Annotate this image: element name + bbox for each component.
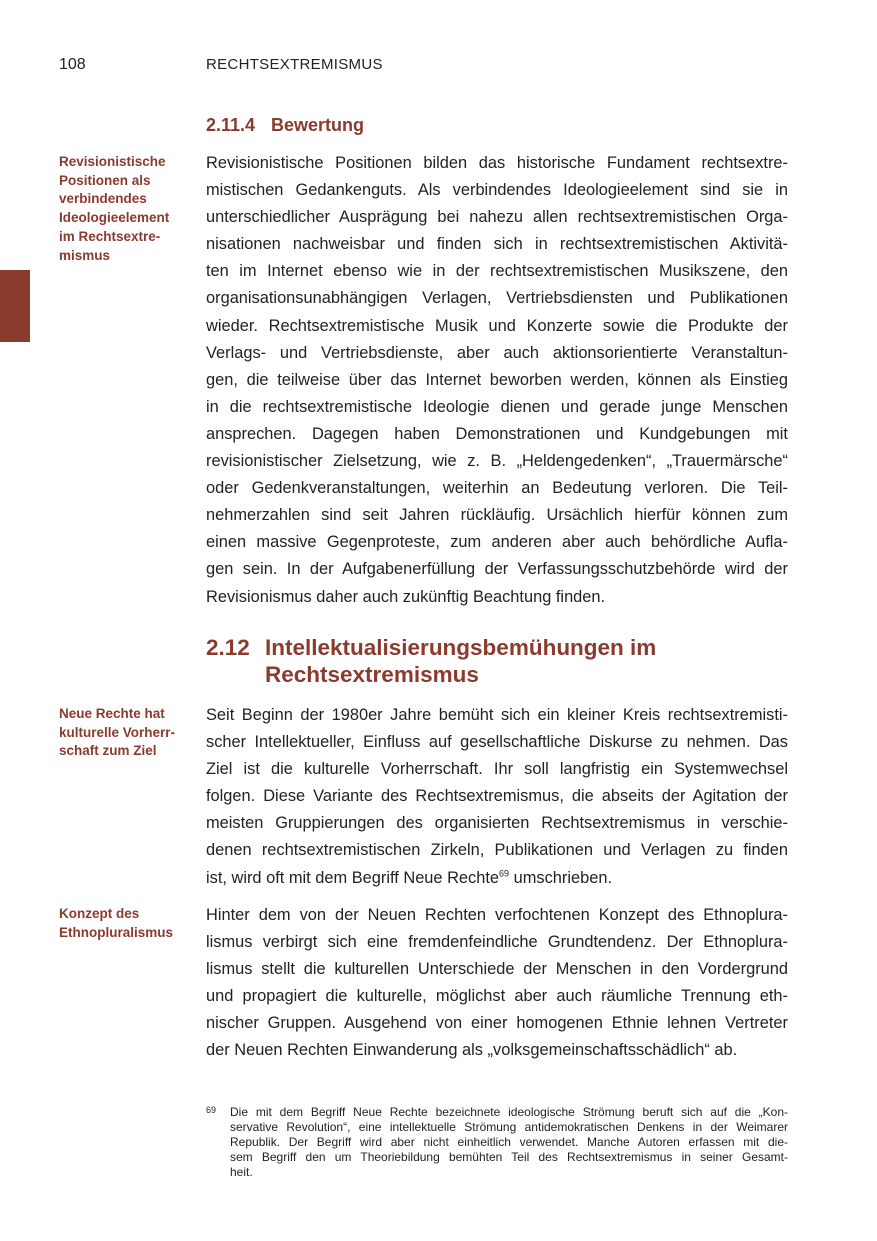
margin-note-line: mismus [59,247,111,263]
text-line: mistischen Gedankenguts. Als verbindendes Ideologieelement sind sie in [206,181,788,200]
text-segment: ist, wird oft mit dem Begriff Neue Rechte [206,868,500,887]
margin-note-line: Revisionistische [59,154,166,169]
margin-note-revisionism [59,153,189,265]
footnote-line: sem Begriff den um Theoriebildung bemühten Teil des Rechtsextremismus in seiner Gesamt- [230,1150,788,1164]
margin-note-line: kulturelle Vorherr- [59,724,176,740]
text-line: in die rechtsextremistische Ideologie dienen und gerade junge Menschen [206,397,788,416]
margin-note-neue-rechte [59,705,189,761]
text-line: organisationsunabhängigen Verlagen, Vertriebsdiensten und Publikationen [206,289,788,308]
section-heading-2-11-4 [206,115,364,136]
text-line: oder Gedenkveranstaltungen, weiterhin an Bedeutung verloren. Die Teil- [206,479,788,498]
footnote-line: heit. [230,1165,253,1179]
page-number: 108 [59,56,86,73]
footnote-mark: 69 [206,1105,217,1115]
text-line: folgen. Diese Variante des Rechtsextremismus, die abseits der Agitation der [206,787,788,806]
footnote-line: Die mit dem Begriff Neue Rechte bezeichnete ideologische Strömung beruft sich auf die „Kon- [230,1105,788,1119]
section-number: 2.11.4 [206,115,256,135]
paragraph-ethnopluralismus [206,902,788,1065]
text-line [206,865,788,892]
margin-note-line: Ethnopluralismus [59,924,174,940]
margin-note-line: im Rechtsextre- [59,228,161,244]
text-segment: umschrieben. [509,868,612,887]
text-line: meisten Gruppierungen des organisierten Rechtsextremismus in verschie- [206,814,788,833]
footnote-reference[interactable]: 69 [499,868,510,879]
text-line: Verlags- und Vertriebsdienste, aber auch aktionsorientierte Veranstaltun- [206,343,788,362]
text-line: lismus stellt die kulturellen Unterschiede der Menschen in den Vordergrund [206,960,788,979]
paragraph-neue-rechte [206,702,788,892]
text-line: ten im Internet ebenso wie in der rechtsextremistischen Musikszene, den [206,262,788,281]
text-line: einen massive Gegenproteste, zum anderen aber auch behördliche Aufla- [206,533,788,552]
text-line: nisationen nachweisbar und finden sich in rechtsextremistischen Aktivitä- [206,235,788,254]
text-line: gen sein. In der Aufgabenerfüllung der Verfassungsschutzbehörde wird der [206,560,788,579]
footnote-line: Republik. Der Begriff wird aber nicht einheitlich verwendet. Manche Autoren erfassen mit die- [230,1135,788,1149]
margin-note-line: schaft zum Ziel [59,743,157,759]
text-line: Ziel ist die kulturelle Vorherrschaft. Ihr soll langfristig ein Systemwechsel [206,760,788,779]
text-line: nehmerzahlen sind seit Jahren rückläufig. Ursächlich hierfür können zum [206,506,788,525]
footnote-body [230,1105,788,1180]
text-line: denen rechtsextremistischen Zirkeln, Publikationen und Verlagen zu finden [206,841,788,860]
margin-note-line: Neue Rechte hat [59,706,165,721]
text-line: scher Intellektueller, Einfluss auf gesellschaftliche Diskurse zu nehmen. Das [206,733,788,752]
section-number: 2.12 [206,635,250,660]
text-line: ansprechen. Dagegen haben Demonstrationen und Kundgebungen mit [206,424,788,443]
text-line: gen, die teilweise über das Internet beworben werden, können als Einstieg [206,370,788,389]
text-line: Revisionistische Positionen bilden das historische Fundament rechtsextre- [206,154,788,172]
margin-note-line: Konzept des [59,906,140,921]
text-line: Hinter dem von der Neuen Rechten verfochtenen Konzept des Ethnoplura- [206,906,788,924]
chapter-tab-marker [0,270,30,342]
text-line: lismus verbirgt sich eine fremdenfeindliche Grundtendenz. Der Ethnoplura- [206,933,788,952]
running-title: RECHTSEXTREMISMUS [206,56,383,73]
text-line: Seit Beginn der 1980er Jahre bemüht sich ein kleiner Kreis rechtsextremisti- [206,706,788,724]
section-title-line: Rechtsextremismus [265,662,479,687]
section-title-line: Intellektualisierungsbemühungen im [265,635,657,660]
margin-note-line: verbindendes [59,191,147,207]
text-line: Revisionismus daher auch zukünftig Beachtung finden. [206,587,606,606]
paragraph-bewertung [206,150,788,611]
text-line: und propagiert die kulturelle, möglichst aber auch räumliche Trennung eth- [206,987,788,1006]
margin-note-line: Positionen als [59,172,151,188]
section-title: Bewertung [271,115,365,135]
text-line: revisionistischer Zielsetzung, wie z. B. „Heldengedenken“, „Trauermärsche“ [206,452,788,471]
margin-note-line: Ideologieelement [59,210,170,226]
footnote-line: servative Revolution“, eine intellektuelle Strömung antidemokratischen Denkens in der Weimarer [230,1120,788,1134]
text-line: nischer Gruppen. Ausgehend von einer homogenen Ethnie lehnen Vertreter [206,1014,788,1033]
text-line: unterschiedlicher Ausprägung bei nahezu allen rechtsextremistischen Orga- [206,208,788,227]
text-line: wieder. Rechtsextremistische Musik und Konzerte sowie die Produkte der [206,316,788,335]
text-line: der Neuen Rechten Einwanderung als „volksgemeinschaftsschädlich“ ab. [206,1041,738,1060]
margin-note-ethnopluralismus [59,905,189,942]
